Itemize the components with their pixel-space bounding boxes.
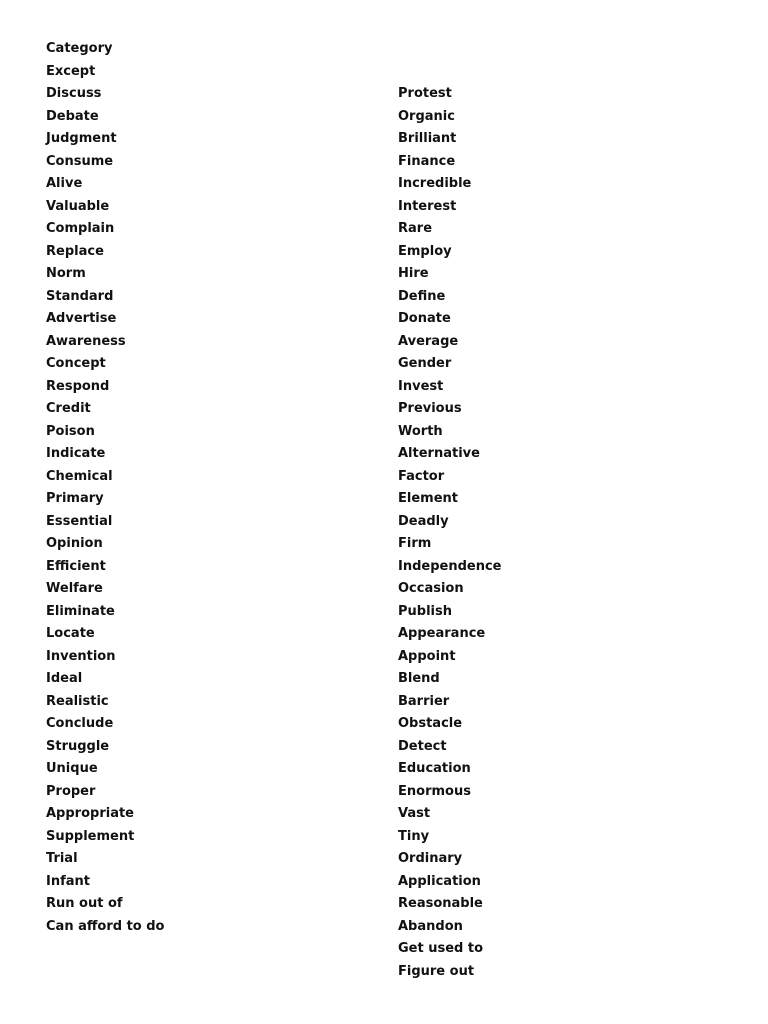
vocabulary-word: Except (46, 63, 96, 79)
vocabulary-word: Appearance (398, 626, 486, 641)
vocabulary-word: Primary (46, 491, 104, 506)
vocabulary-word: Supplement (46, 828, 135, 844)
vocabulary-word: Opinion (46, 536, 103, 551)
vocabulary-word: Define (398, 288, 446, 304)
vocabulary-word: Occasion (398, 581, 464, 596)
vocabulary-word: Element (398, 491, 458, 506)
vocabulary-word: Category (46, 41, 113, 56)
vocabulary-word: Complain (46, 221, 115, 236)
vocabulary-word: Appoint (398, 648, 456, 664)
vocabulary-word: Employ (398, 243, 452, 259)
vocabulary-word: Reasonable (398, 896, 483, 911)
vocabulary-word: Respond (46, 378, 110, 394)
vocabulary-word: Interest (398, 198, 457, 214)
vocabulary-word: Essential (46, 513, 113, 529)
vocabulary-word: Credit (46, 401, 91, 416)
vocabulary-word: Consume (46, 153, 114, 169)
vocabulary-word: Struggle (46, 738, 110, 754)
vocabulary-word: Can afford to do (46, 918, 165, 934)
left-word-column (46, 38, 164, 938)
vocabulary-word: Factor (398, 468, 445, 484)
vocabulary-word: Appropriate (46, 806, 134, 821)
vocabulary-word: Firm (398, 536, 432, 551)
vocabulary-word: Trial (46, 851, 78, 866)
vocabulary-word: Abandon (398, 918, 463, 934)
vocabulary-word: Eliminate (46, 603, 115, 619)
vocabulary-word: Detect (398, 738, 447, 754)
vocabulary-word: Average (398, 333, 459, 349)
vocabulary-word: Obstacle (398, 716, 463, 731)
vocabulary-word: Realistic (46, 693, 109, 709)
vocabulary-word: Ordinary (398, 851, 463, 866)
vocabulary-word: Previous (398, 401, 462, 416)
vocabulary-word: Vast (398, 806, 431, 821)
vocabulary-word: Run out of (46, 896, 123, 911)
vocabulary-word: Finance (398, 153, 456, 169)
vocabulary-word: Donate (398, 311, 451, 326)
vocabulary-word: Hire (398, 266, 429, 281)
vocabulary-word: Independence (398, 558, 502, 574)
vocabulary-word: Judgment (46, 131, 117, 146)
vocabulary-word: Organic (398, 108, 455, 124)
vocabulary-word: Ideal (46, 671, 83, 686)
vocabulary-word: Welfare (46, 581, 103, 596)
vocabulary-word: Standard (46, 288, 114, 304)
vocabulary-word: Protest (398, 86, 452, 101)
vocabulary-word: Concept (46, 356, 106, 371)
vocabulary-word: Debate (46, 108, 99, 124)
vocabulary-word: Locate (46, 626, 95, 641)
vocabulary-word: Proper (46, 783, 96, 799)
vocabulary-word: Education (398, 761, 471, 776)
vocabulary-word: Invention (46, 648, 116, 664)
vocabulary-word: Get used to (398, 941, 484, 956)
vocabulary-word: Poison (46, 423, 95, 439)
vocabulary-word: Publish (398, 603, 452, 619)
vocabulary-word: Incredible (398, 176, 472, 191)
vocabulary-word: Efficient (46, 558, 106, 574)
vocabulary-word: Brilliant (398, 131, 457, 146)
vocabulary-word: Indicate (46, 446, 106, 461)
vocabulary-word: Enormous (398, 783, 471, 799)
vocabulary-word: Invest (398, 378, 444, 394)
vocabulary-word: Advertise (46, 311, 117, 326)
vocabulary-word: Application (398, 873, 481, 889)
vocabulary-word: Infant (46, 873, 90, 889)
vocabulary-word: Worth (398, 423, 443, 439)
vocabulary-word: Discuss (46, 86, 102, 101)
vocabulary-word: Blend (398, 671, 440, 686)
vocabulary-word: Conclude (46, 716, 114, 731)
vocabulary-word: Valuable (46, 198, 110, 214)
vocabulary-word: Alive (46, 176, 83, 191)
vocabulary-word: Gender (398, 356, 452, 371)
vocabulary-word: Rare (398, 221, 433, 236)
vocabulary-word: Barrier (398, 693, 450, 709)
vocabulary-word: Alternative (398, 446, 480, 461)
vocabulary-word: Awareness (46, 333, 126, 349)
vocabulary-word: Replace (46, 243, 104, 259)
vocabulary-word: Figure out (398, 963, 475, 979)
vocabulary-word: Deadly (398, 513, 449, 529)
vocabulary-word: Chemical (46, 468, 113, 484)
vocabulary-word: Norm (46, 266, 86, 281)
vocabulary-word: Tiny (398, 828, 430, 844)
vocabulary-word: Unique (46, 761, 98, 776)
right-word-column (398, 83, 502, 983)
